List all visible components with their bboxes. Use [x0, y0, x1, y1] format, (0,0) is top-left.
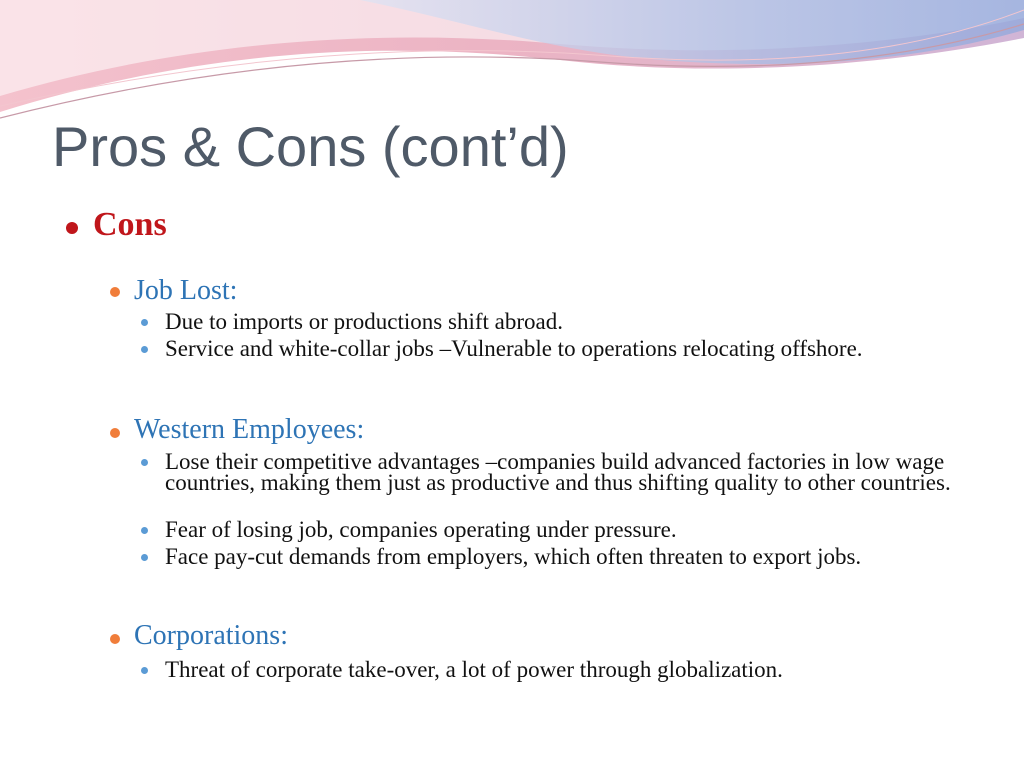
- list-item: Lose their competitive advantages –companies build advanced factories in low wage countries, making them just as productive and thus shifting quality to other countries.: [165, 449, 951, 495]
- section-label-corporations: Corporations:: [134, 620, 288, 651]
- item-bullet-icon: [141, 554, 148, 561]
- section-label-western-employees: Western Employees:: [134, 414, 365, 445]
- list-item: Service and white-collar jobs –Vulnerable to operations relocating offshore.: [165, 336, 863, 361]
- list-item: Threat of corporate take-over, a lot of power through globalization.: [165, 657, 783, 682]
- item-bullet-icon: [141, 667, 148, 674]
- slide-title: Pros & Cons (cont’d): [52, 115, 569, 178]
- cons-heading: Cons: [93, 206, 167, 243]
- item-bullet-icon: [141, 319, 148, 326]
- item-bullet-icon: [141, 459, 148, 466]
- section-bullet-icon: [110, 428, 120, 438]
- item-bullet-icon: [141, 527, 148, 534]
- list-item: Face pay-cut demands from employers, which often threaten to export jobs.: [165, 544, 862, 569]
- section-bullet-icon: [110, 634, 120, 644]
- section-bullet-icon: [110, 287, 120, 297]
- list-item: Due to imports or productions shift abroad.: [165, 309, 563, 334]
- heading-bullet-icon: [66, 222, 78, 234]
- section-label-job-lost: Job Lost:: [134, 275, 238, 306]
- list-item: Fear of losing job, companies operating under pressure.: [165, 517, 677, 542]
- item-bullet-icon: [141, 346, 148, 353]
